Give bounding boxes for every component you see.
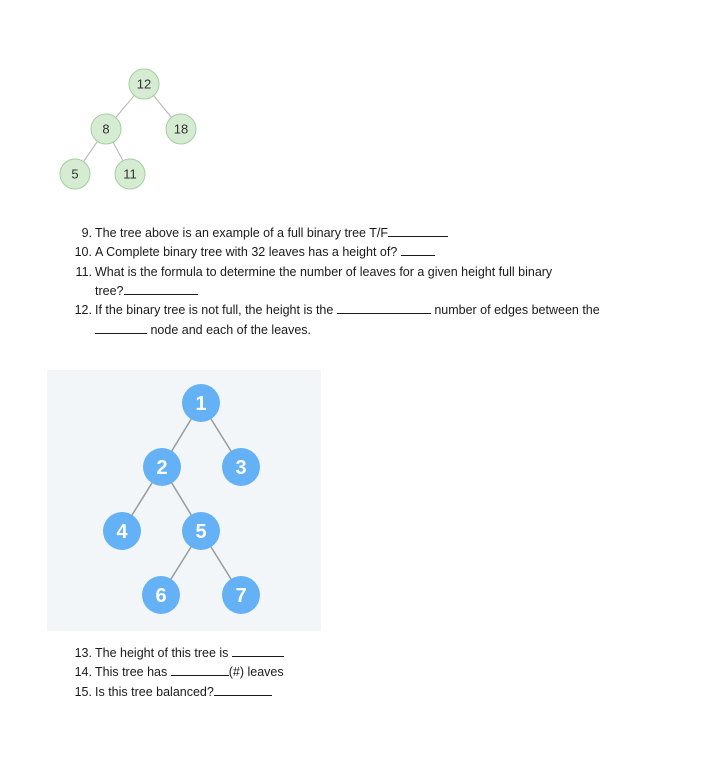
question-13-text: The height of this tree is [95, 646, 229, 660]
tree1-label-18: 18 [173, 121, 189, 137]
binary-tree-diagram-1 [0, 0, 703, 200]
tree2-label-2: 2 [156, 457, 168, 479]
tree1-label-12: 12 [136, 76, 152, 92]
question-11-number: 11. [75, 265, 92, 279]
question-11-text-line2: tree? [95, 284, 124, 298]
question-14-answer-blank[interactable] [171, 664, 229, 676]
tree2-label-3: 3 [235, 457, 247, 479]
question-12-text-after: number of edges between the [434, 303, 600, 317]
tree1-label-5: 5 [71, 166, 79, 182]
question-12-answer-blank-1[interactable] [337, 302, 431, 314]
question-9-text: The tree above is an example of a full binary tree T/F [95, 226, 388, 240]
tree2-label-7: 7 [235, 585, 247, 607]
question-12-number: 12. [74, 303, 92, 317]
tree2-label-1: 1 [195, 393, 207, 415]
question-13-number: 13. [74, 646, 92, 660]
question-12-text-line2: node and each of the leaves. [150, 323, 312, 337]
tree2-label-4: 4 [116, 521, 128, 543]
question-11-answer-blank[interactable] [124, 283, 198, 295]
question-15-answer-blank[interactable] [214, 684, 272, 696]
question-10-answer-blank[interactable] [401, 244, 435, 256]
question-11-text: What is the formula to determine the number of leaves for a given height full binary [95, 265, 553, 279]
tree1-label-8: 8 [102, 121, 110, 137]
question-9-answer-blank[interactable] [388, 225, 448, 237]
question-10-text: A Complete binary tree with 32 leaves has a height of? [95, 245, 398, 259]
question-12-answer-blank-2[interactable] [95, 322, 147, 334]
question-15-text: Is this tree balanced? [95, 685, 214, 699]
tree1-label-11: 11 [123, 166, 137, 182]
binary-tree-diagram-2 [0, 360, 703, 640]
question-14-text: This tree has [95, 665, 168, 679]
question-9-number: 9. [81, 226, 92, 240]
question-15-number: 15. [74, 685, 92, 699]
tree2-label-5: 5 [195, 521, 207, 543]
question-14-number: 14. [74, 665, 92, 679]
question-10-number: 10. [74, 245, 92, 259]
question-14-text-after: (#) leaves [228, 665, 284, 679]
tree2-label-6: 6 [155, 585, 167, 607]
question-13-answer-blank[interactable] [232, 645, 284, 657]
question-12-text: If the binary tree is not full, the height is the [95, 303, 334, 317]
